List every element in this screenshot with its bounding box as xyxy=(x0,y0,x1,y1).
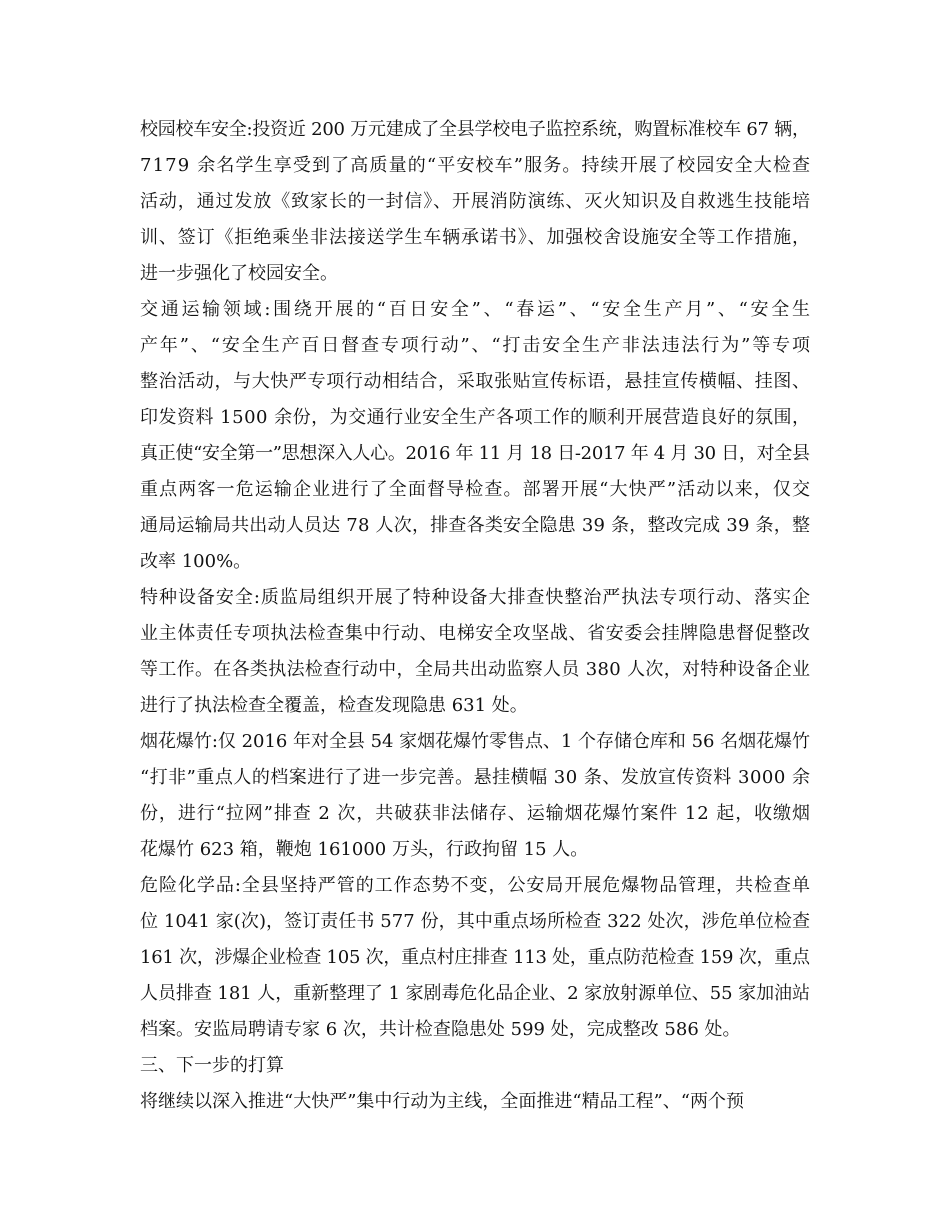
text-line: 将继续以深入推进“大快严”集中行动为主线，全面推进“精品工程”、“两个预 xyxy=(140,1091,745,1112)
text-line: 产年”、“安全生产百日督查专项行动”、“打击安全生产非法违法行为”等专项 xyxy=(140,335,812,356)
document-body xyxy=(140,112,813,1120)
text-line: 通局运输局共出动人员达 78 人次，排查各类安全隐患 39 条，整改完成 39 条，整 xyxy=(140,515,811,536)
text-line: 校园校车安全:投资近 200 万元建成了全县学校电子监控系统，购置标准校车 67 辆， xyxy=(140,119,810,140)
text-line: 档案。安监局聘请专家 6 次，共计检查隐患处 599 处，完成整改 586 处。 xyxy=(140,1019,741,1040)
text-line: 活动，通过发放《致家长的一封信》、开展消防演练、灭火知识及自救逃生技能培 xyxy=(140,191,811,212)
paragraph xyxy=(140,724,810,868)
text-line: 三、下一步的打算 xyxy=(140,1055,284,1076)
text-line: 烟花爆竹:仅 2016 年对全县 54 家烟花爆竹零售点、1 个存储仓库和 56 名烟花爆竹 xyxy=(140,731,810,752)
text-line: 真正使“安全第一”思想深入人心。2016 年 11 月 18 日-2017 年 4 月 30 日，对全县 xyxy=(140,443,810,464)
text-line: 危险化学品:全县坚持严管的工作态势不变，公安局开展危爆物品管理，共检查单 xyxy=(140,875,811,896)
text-line: 训、签订《拒绝乘坐非法接送学生车辆承诺书》、加强校舍设施安全等工作措施， xyxy=(140,227,811,248)
text-line: 改率 100%。 xyxy=(140,551,252,572)
paragraph xyxy=(140,112,810,292)
paragraph xyxy=(140,1084,810,1120)
text-line: 特种设备安全:质监局组织开展了特种设备大排查快整治严执法专项行动、落实企 xyxy=(140,587,811,608)
text-line: 人员排查 181 人，重新整理了 1 家剧毒危化品企业、2 家放射源单位、55 家加油站 xyxy=(140,983,810,1004)
text-line: 业主体责任专项执法检查集中行动、电梯安全攻坚战、省安委会挂牌隐患督促整改 xyxy=(140,623,811,644)
text-line: 161 次，涉爆企业检查 105 次，重点村庄排查 113 处，重点防范检查 159 次，重点 xyxy=(140,947,810,968)
text-line: 进行了执法检查全覆盖，检查发现隐患 631 处。 xyxy=(140,695,528,716)
paragraph xyxy=(140,868,810,1048)
text-line: 交通运输领域:围绕开展的“百日安全”、“春运”、“安全生产月”、“安全生 xyxy=(140,299,813,320)
text-line: 位 1041 家(次)，签订责任书 577 份，其中重点场所检查 322 处次，涉危单位检查 xyxy=(140,911,811,932)
text-line: 等工作。在各类执法检查行动中，全局共出动监察人员 380 人次，对特种设备企业 xyxy=(140,659,811,680)
text-line: “打非”重点人的档案进行了进一步完善。悬挂横幅 30 条、发放宣传资料 3000 余 xyxy=(140,767,811,788)
text-line: 7179 余名学生享受到了高质量的“平安校车”服务。持续开展了校园安全大检查 xyxy=(140,155,812,176)
text-line: 重点两客一危运输企业进行了全面督导检查。部署开展“大快严”活动以来，仅交 xyxy=(140,479,812,500)
text-line: 进一步强化了校园安全。 xyxy=(140,263,338,284)
text-line: 花爆竹 623 箱，鞭炮 161000 万头，行政拘留 15 人。 xyxy=(140,839,589,860)
paragraph xyxy=(140,580,810,724)
paragraph xyxy=(140,1048,810,1084)
paragraph xyxy=(140,292,813,580)
text-line: 整治活动，与大快严专项行动相结合，采取张贴宣传标语，悬挂宣传横幅、挂图、 xyxy=(140,371,811,392)
text-line: 印发资料 1500 余份，为交通行业安全生产各项工作的顺利开展营造良好的氛围， xyxy=(140,407,811,428)
text-line: 份，进行“拉网”排查 2 次，共破获非法储存、运输烟花爆竹案件 12 起，收缴烟 xyxy=(140,803,811,824)
